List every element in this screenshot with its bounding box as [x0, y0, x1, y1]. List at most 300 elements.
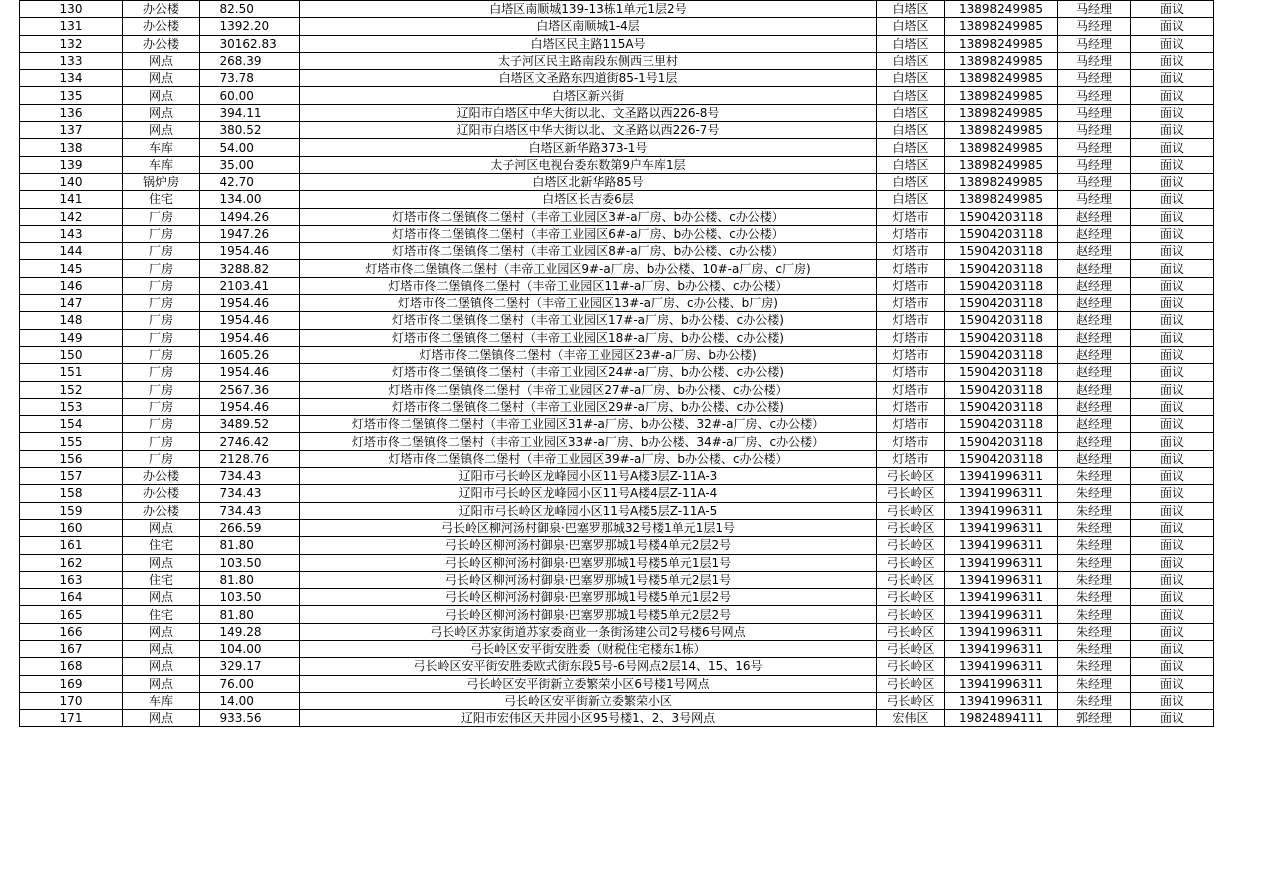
cell-no[interactable]: 165	[20, 606, 123, 623]
cell-address[interactable]: 弓长岭区安平街新立委繁荣小区	[300, 692, 877, 709]
cell-area[interactable]	[200, 346, 300, 363]
cell-address[interactable]: 辽阳市弓长岭区龙峰园小区11号A楼5层Z-11A-5	[300, 502, 877, 519]
cell-contact[interactable]: 朱经理	[1058, 502, 1131, 519]
cell-area[interactable]	[200, 623, 300, 640]
cell-address[interactable]: 弓长岭区苏家街道苏家委商业一条街汤建公司2号楼6号网点	[300, 623, 877, 640]
cell-address[interactable]: 白塔区民主路115A号	[300, 35, 877, 52]
cell-contact[interactable]: 马经理	[1058, 173, 1131, 190]
cell-phone[interactable]: 15904203118	[945, 329, 1058, 346]
cell-address[interactable]: 灯塔市佟二堡镇佟二堡村（丰帝工业园区24#-a厂房、b办公楼、c办公楼)	[300, 364, 877, 381]
cell-phone[interactable]: 13898249985	[945, 18, 1058, 35]
cell-area[interactable]	[200, 208, 300, 225]
cell-phone[interactable]: 15904203118	[945, 364, 1058, 381]
cell-no[interactable]: 135	[20, 87, 123, 104]
cell-area[interactable]	[200, 87, 300, 104]
cell-no[interactable]: 145	[20, 260, 123, 277]
cell-area[interactable]	[200, 640, 300, 657]
cell-phone[interactable]: 13941996311	[945, 658, 1058, 675]
cell-district[interactable]: 白塔区	[877, 70, 945, 87]
cell-type[interactable]: 车库	[123, 139, 200, 156]
cell-address[interactable]: 灯塔市佟二堡镇佟二堡村（丰帝工业园区33#-a厂房、b办公楼、34#-a厂房、c办公楼）	[300, 433, 877, 450]
cell-area[interactable]	[200, 52, 300, 69]
cell-area[interactable]	[200, 606, 300, 623]
cell-price[interactable]: 面议	[1131, 381, 1214, 398]
cell-type[interactable]: 网点	[123, 589, 200, 606]
cell-phone[interactable]: 15904203118	[945, 208, 1058, 225]
cell-district[interactable]: 宏伟区	[877, 710, 945, 727]
cell-phone[interactable]: 15904203118	[945, 277, 1058, 294]
cell-area[interactable]	[200, 416, 300, 433]
cell-area[interactable]	[200, 519, 300, 536]
cell-area[interactable]	[200, 329, 300, 346]
cell-type[interactable]: 厂房	[123, 208, 200, 225]
cell-price[interactable]: 面议	[1131, 364, 1214, 381]
cell-contact[interactable]: 朱经理	[1058, 623, 1131, 640]
cell-address[interactable]: 灯塔市佟二堡镇佟二堡村（丰帝工业园区18#-a厂房、b办公楼、c办公楼)	[300, 329, 877, 346]
cell-district[interactable]: 灯塔市	[877, 312, 945, 329]
cell-type[interactable]: 厂房	[123, 450, 200, 467]
cell-price[interactable]: 面议	[1131, 433, 1214, 450]
cell-contact[interactable]: 赵经理	[1058, 243, 1131, 260]
cell-price[interactable]: 面议	[1131, 312, 1214, 329]
cell-district[interactable]: 灯塔市	[877, 364, 945, 381]
cell-price[interactable]: 面议	[1131, 519, 1214, 536]
cell-price[interactable]: 面议	[1131, 87, 1214, 104]
cell-phone[interactable]: 13898249985	[945, 52, 1058, 69]
cell-district[interactable]: 白塔区	[877, 52, 945, 69]
cell-contact[interactable]: 马经理	[1058, 191, 1131, 208]
cell-area[interactable]	[200, 295, 300, 312]
cell-type[interactable]: 厂房	[123, 225, 200, 242]
cell-district[interactable]: 弓长岭区	[877, 658, 945, 675]
cell-no[interactable]: 154	[20, 416, 123, 433]
cell-district[interactable]: 白塔区	[877, 87, 945, 104]
cell-district[interactable]: 灯塔市	[877, 208, 945, 225]
cell-phone[interactable]: 13941996311	[945, 519, 1058, 536]
cell-district[interactable]: 白塔区	[877, 122, 945, 139]
cell-phone[interactable]: 13941996311	[945, 675, 1058, 692]
cell-contact[interactable]: 赵经理	[1058, 208, 1131, 225]
cell-type[interactable]: 网点	[123, 554, 200, 571]
cell-address[interactable]: 灯塔市佟二堡镇佟二堡村（丰帝工业园区27#-a厂房、b办公楼、c办公楼）	[300, 381, 877, 398]
cell-no[interactable]: 158	[20, 485, 123, 502]
cell-phone[interactable]: 13941996311	[945, 537, 1058, 554]
cell-area[interactable]	[200, 225, 300, 242]
cell-address[interactable]: 灯塔市佟二堡镇佟二堡村（丰帝工业园区8#-a厂房、b办公楼、c办公楼）	[300, 243, 877, 260]
cell-area[interactable]	[200, 675, 300, 692]
cell-district[interactable]: 灯塔市	[877, 260, 945, 277]
cell-price[interactable]: 面议	[1131, 156, 1214, 173]
cell-area[interactable]	[200, 243, 300, 260]
cell-price[interactable]: 面议	[1131, 52, 1214, 69]
cell-type[interactable]: 住宅	[123, 571, 200, 588]
cell-no[interactable]: 143	[20, 225, 123, 242]
cell-no[interactable]: 130	[20, 1, 123, 18]
cell-price[interactable]: 面议	[1131, 35, 1214, 52]
cell-area[interactable]	[200, 1, 300, 18]
cell-contact[interactable]: 赵经理	[1058, 295, 1131, 312]
cell-price[interactable]: 面议	[1131, 658, 1214, 675]
cell-address[interactable]: 白塔区南顺城139-13栋1单元1层2号	[300, 1, 877, 18]
cell-phone[interactable]: 13941996311	[945, 571, 1058, 588]
cell-area[interactable]	[200, 104, 300, 121]
cell-phone[interactable]: 15904203118	[945, 312, 1058, 329]
cell-area[interactable]	[200, 18, 300, 35]
cell-address[interactable]: 白塔区文圣路东四道街85-1号1层	[300, 70, 877, 87]
cell-phone[interactable]: 15904203118	[945, 398, 1058, 415]
cell-price[interactable]: 面议	[1131, 675, 1214, 692]
cell-no[interactable]: 153	[20, 398, 123, 415]
cell-type[interactable]: 办公楼	[123, 18, 200, 35]
cell-address[interactable]: 弓长岭区柳河汤村御泉·巴塞罗那城1号楼5单元1层2号	[300, 589, 877, 606]
cell-price[interactable]: 面议	[1131, 571, 1214, 588]
cell-district[interactable]: 灯塔市	[877, 381, 945, 398]
cell-type[interactable]: 网点	[123, 710, 200, 727]
cell-contact[interactable]: 赵经理	[1058, 260, 1131, 277]
cell-address[interactable]: 白塔区长吉委6层	[300, 191, 877, 208]
cell-type[interactable]: 厂房	[123, 364, 200, 381]
cell-district[interactable]: 弓长岭区	[877, 554, 945, 571]
cell-contact[interactable]: 马经理	[1058, 70, 1131, 87]
cell-price[interactable]: 面议	[1131, 468, 1214, 485]
cell-no[interactable]: 149	[20, 329, 123, 346]
cell-area[interactable]	[200, 589, 300, 606]
cell-type[interactable]: 网点	[123, 52, 200, 69]
cell-phone[interactable]: 15904203118	[945, 381, 1058, 398]
cell-address[interactable]: 白塔区南顺城1-4层	[300, 18, 877, 35]
cell-area[interactable]	[200, 139, 300, 156]
cell-phone[interactable]: 15904203118	[945, 433, 1058, 450]
cell-area[interactable]	[200, 692, 300, 709]
cell-phone[interactable]: 13898249985	[945, 104, 1058, 121]
cell-contact[interactable]: 赵经理	[1058, 346, 1131, 363]
cell-district[interactable]: 灯塔市	[877, 277, 945, 294]
cell-no[interactable]: 144	[20, 243, 123, 260]
cell-address[interactable]: 灯塔市佟二堡镇佟二堡村（丰帝工业园区6#-a厂房、b办公楼、c办公楼）	[300, 225, 877, 242]
cell-phone[interactable]: 15904203118	[945, 260, 1058, 277]
cell-area[interactable]	[200, 35, 300, 52]
cell-price[interactable]: 面议	[1131, 104, 1214, 121]
cell-address[interactable]: 灯塔市佟二堡镇佟二堡村（丰帝工业园区11#-a厂房、b办公楼、c办公楼）	[300, 277, 877, 294]
cell-type[interactable]: 厂房	[123, 243, 200, 260]
cell-district[interactable]: 弓长岭区	[877, 623, 945, 640]
cell-price[interactable]: 面议	[1131, 485, 1214, 502]
cell-area[interactable]	[200, 364, 300, 381]
cell-area[interactable]	[200, 450, 300, 467]
cell-type[interactable]: 厂房	[123, 277, 200, 294]
cell-contact[interactable]: 朱经理	[1058, 554, 1131, 571]
cell-price[interactable]: 面议	[1131, 606, 1214, 623]
cell-area[interactable]	[200, 173, 300, 190]
cell-contact[interactable]: 赵经理	[1058, 433, 1131, 450]
cell-phone[interactable]: 13898249985	[945, 156, 1058, 173]
cell-no[interactable]: 148	[20, 312, 123, 329]
cell-phone[interactable]: 13941996311	[945, 554, 1058, 571]
cell-price[interactable]: 面议	[1131, 589, 1214, 606]
cell-price[interactable]: 面议	[1131, 640, 1214, 657]
cell-area[interactable]	[200, 312, 300, 329]
cell-price[interactable]: 面议	[1131, 225, 1214, 242]
cell-price[interactable]: 面议	[1131, 191, 1214, 208]
cell-address[interactable]: 辽阳市弓长岭区龙峰园小区11号A楼4层Z-11A-4	[300, 485, 877, 502]
cell-phone[interactable]: 13898249985	[945, 191, 1058, 208]
cell-price[interactable]: 面议	[1131, 70, 1214, 87]
cell-contact[interactable]: 朱经理	[1058, 658, 1131, 675]
cell-type[interactable]: 厂房	[123, 416, 200, 433]
cell-no[interactable]: 137	[20, 122, 123, 139]
cell-area[interactable]	[200, 537, 300, 554]
cell-district[interactable]: 灯塔市	[877, 416, 945, 433]
cell-district[interactable]: 灯塔市	[877, 329, 945, 346]
cell-district[interactable]: 弓长岭区	[877, 606, 945, 623]
cell-no[interactable]: 150	[20, 346, 123, 363]
cell-type[interactable]: 网点	[123, 658, 200, 675]
cell-no[interactable]: 142	[20, 208, 123, 225]
cell-area[interactable]	[200, 260, 300, 277]
cell-no[interactable]: 136	[20, 104, 123, 121]
cell-no[interactable]: 152	[20, 381, 123, 398]
cell-price[interactable]: 面议	[1131, 208, 1214, 225]
cell-district[interactable]: 白塔区	[877, 104, 945, 121]
cell-type[interactable]: 网点	[123, 87, 200, 104]
cell-contact[interactable]: 马经理	[1058, 52, 1131, 69]
cell-address[interactable]: 白塔区新兴街	[300, 87, 877, 104]
cell-no[interactable]: 163	[20, 571, 123, 588]
cell-address[interactable]: 白塔区北新华路85号	[300, 173, 877, 190]
cell-contact[interactable]: 朱经理	[1058, 606, 1131, 623]
cell-area[interactable]	[200, 433, 300, 450]
cell-type[interactable]: 办公楼	[123, 35, 200, 52]
cell-type[interactable]: 办公楼	[123, 468, 200, 485]
cell-price[interactable]: 面议	[1131, 537, 1214, 554]
cell-no[interactable]: 147	[20, 295, 123, 312]
cell-type[interactable]: 厂房	[123, 398, 200, 415]
cell-phone[interactable]: 13898249985	[945, 35, 1058, 52]
cell-address[interactable]: 灯塔市佟二堡镇佟二堡村（丰帝工业园区13#-a厂房、c办公楼、b厂房)	[300, 295, 877, 312]
cell-phone[interactable]: 15904203118	[945, 346, 1058, 363]
cell-contact[interactable]: 马经理	[1058, 35, 1131, 52]
cell-no[interactable]: 155	[20, 433, 123, 450]
cell-address[interactable]: 太子河区民主路南段东侧西三里村	[300, 52, 877, 69]
cell-phone[interactable]: 13941996311	[945, 640, 1058, 657]
cell-no[interactable]: 132	[20, 35, 123, 52]
cell-district[interactable]: 灯塔市	[877, 433, 945, 450]
cell-type[interactable]: 住宅	[123, 191, 200, 208]
cell-contact[interactable]: 朱经理	[1058, 537, 1131, 554]
cell-price[interactable]: 面议	[1131, 139, 1214, 156]
cell-address[interactable]: 弓长岭区柳河汤村御泉·巴塞罗那城1号楼5单元1层1号	[300, 554, 877, 571]
cell-area[interactable]	[200, 468, 300, 485]
cell-area[interactable]	[200, 658, 300, 675]
cell-contact[interactable]: 马经理	[1058, 18, 1131, 35]
cell-type[interactable]: 厂房	[123, 295, 200, 312]
cell-phone[interactable]: 13898249985	[945, 70, 1058, 87]
cell-address[interactable]: 灯塔市佟二堡镇佟二堡村（丰帝工业园区3#-a厂房、b办公楼、c办公楼）	[300, 208, 877, 225]
cell-address[interactable]: 灯塔市佟二堡镇佟二堡村（丰帝工业园区31#-a厂房、b办公楼、32#-a厂房、c办公楼）	[300, 416, 877, 433]
cell-price[interactable]: 面议	[1131, 416, 1214, 433]
cell-area[interactable]	[200, 70, 300, 87]
cell-no[interactable]: 159	[20, 502, 123, 519]
cell-phone[interactable]: 13941996311	[945, 692, 1058, 709]
cell-type[interactable]: 厂房	[123, 312, 200, 329]
cell-price[interactable]: 面议	[1131, 502, 1214, 519]
cell-contact[interactable]: 赵经理	[1058, 312, 1131, 329]
cell-contact[interactable]: 赵经理	[1058, 450, 1131, 467]
cell-address[interactable]: 辽阳市白塔区中华大街以北、文圣路以西226-8号	[300, 104, 877, 121]
cell-no[interactable]: 134	[20, 70, 123, 87]
cell-area[interactable]	[200, 485, 300, 502]
cell-price[interactable]: 面议	[1131, 692, 1214, 709]
cell-contact[interactable]: 朱经理	[1058, 640, 1131, 657]
cell-no[interactable]: 131	[20, 18, 123, 35]
cell-district[interactable]: 弓长岭区	[877, 675, 945, 692]
cell-type[interactable]: 网点	[123, 70, 200, 87]
cell-price[interactable]: 面议	[1131, 243, 1214, 260]
cell-contact[interactable]: 朱经理	[1058, 571, 1131, 588]
cell-no[interactable]: 166	[20, 623, 123, 640]
cell-contact[interactable]: 赵经理	[1058, 381, 1131, 398]
cell-price[interactable]: 面议	[1131, 329, 1214, 346]
cell-address[interactable]: 灯塔市佟二堡镇佟二堡村（丰帝工业园区17#-a厂房、b办公楼、c办公楼)	[300, 312, 877, 329]
cell-phone[interactable]: 13941996311	[945, 485, 1058, 502]
cell-no[interactable]: 157	[20, 468, 123, 485]
cell-type[interactable]: 厂房	[123, 381, 200, 398]
cell-no[interactable]: 162	[20, 554, 123, 571]
cell-no[interactable]: 164	[20, 589, 123, 606]
cell-phone[interactable]: 13941996311	[945, 589, 1058, 606]
cell-address[interactable]: 辽阳市宏伟区天井园小区95号楼1、2、3号网点	[300, 710, 877, 727]
cell-district[interactable]: 白塔区	[877, 139, 945, 156]
cell-type[interactable]: 厂房	[123, 433, 200, 450]
cell-contact[interactable]: 赵经理	[1058, 416, 1131, 433]
cell-area[interactable]	[200, 122, 300, 139]
cell-phone[interactable]: 13898249985	[945, 1, 1058, 18]
cell-district[interactable]: 白塔区	[877, 156, 945, 173]
cell-district[interactable]: 灯塔市	[877, 295, 945, 312]
cell-phone[interactable]: 13898249985	[945, 122, 1058, 139]
cell-phone[interactable]: 15904203118	[945, 225, 1058, 242]
cell-contact[interactable]: 朱经理	[1058, 485, 1131, 502]
cell-address[interactable]: 辽阳市弓长岭区龙峰园小区11号A楼3层Z-11A-3	[300, 468, 877, 485]
cell-phone[interactable]: 15904203118	[945, 243, 1058, 260]
cell-address[interactable]: 灯塔市佟二堡镇佟二堡村（丰帝工业园区23#-a厂房、b办公楼)	[300, 346, 877, 363]
cell-type[interactable]: 网点	[123, 675, 200, 692]
cell-no[interactable]: 168	[20, 658, 123, 675]
cell-area[interactable]	[200, 156, 300, 173]
cell-no[interactable]: 167	[20, 640, 123, 657]
cell-price[interactable]: 面议	[1131, 122, 1214, 139]
cell-type[interactable]: 厂房	[123, 346, 200, 363]
cell-type[interactable]: 车库	[123, 156, 200, 173]
cell-district[interactable]: 灯塔市	[877, 450, 945, 467]
cell-phone[interactable]: 15904203118	[945, 295, 1058, 312]
cell-area[interactable]	[200, 191, 300, 208]
cell-address[interactable]: 弓长岭区安平街安胜委（财税住宅楼东1栋）	[300, 640, 877, 657]
cell-phone[interactable]: 13941996311	[945, 606, 1058, 623]
cell-contact[interactable]: 马经理	[1058, 156, 1131, 173]
cell-area[interactable]	[200, 502, 300, 519]
cell-price[interactable]: 面议	[1131, 173, 1214, 190]
cell-no[interactable]: 151	[20, 364, 123, 381]
cell-type[interactable]: 网点	[123, 104, 200, 121]
cell-no[interactable]: 161	[20, 537, 123, 554]
cell-price[interactable]: 面议	[1131, 295, 1214, 312]
cell-district[interactable]: 白塔区	[877, 18, 945, 35]
cell-type[interactable]: 办公楼	[123, 485, 200, 502]
cell-price[interactable]: 面议	[1131, 277, 1214, 294]
cell-district[interactable]: 弓长岭区	[877, 537, 945, 554]
cell-district[interactable]: 白塔区	[877, 191, 945, 208]
cell-phone[interactable]: 13898249985	[945, 87, 1058, 104]
cell-area[interactable]	[200, 571, 300, 588]
cell-area[interactable]	[200, 381, 300, 398]
cell-no[interactable]: 170	[20, 692, 123, 709]
cell-contact[interactable]: 马经理	[1058, 122, 1131, 139]
cell-price[interactable]: 面议	[1131, 1, 1214, 18]
cell-type[interactable]: 厂房	[123, 329, 200, 346]
cell-no[interactable]: 171	[20, 710, 123, 727]
cell-phone[interactable]: 15904203118	[945, 450, 1058, 467]
cell-phone[interactable]: 13941996311	[945, 623, 1058, 640]
cell-no[interactable]: 160	[20, 519, 123, 536]
cell-district[interactable]: 白塔区	[877, 35, 945, 52]
cell-contact[interactable]: 马经理	[1058, 1, 1131, 18]
cell-phone[interactable]: 19824894111	[945, 710, 1058, 727]
cell-price[interactable]: 面议	[1131, 18, 1214, 35]
cell-no[interactable]: 138	[20, 139, 123, 156]
cell-address[interactable]: 灯塔市佟二堡镇佟二堡村（丰帝工业园区9#-a厂房、b办公楼、10#-a厂房、c厂房)	[300, 260, 877, 277]
cell-contact[interactable]: 赵经理	[1058, 364, 1131, 381]
cell-no[interactable]: 139	[20, 156, 123, 173]
cell-area[interactable]	[200, 277, 300, 294]
cell-district[interactable]: 弓长岭区	[877, 640, 945, 657]
cell-area[interactable]	[200, 554, 300, 571]
cell-district[interactable]: 灯塔市	[877, 398, 945, 415]
cell-type[interactable]: 住宅	[123, 606, 200, 623]
cell-type[interactable]: 网点	[123, 519, 200, 536]
cell-district[interactable]: 灯塔市	[877, 346, 945, 363]
cell-contact[interactable]: 赵经理	[1058, 277, 1131, 294]
cell-no[interactable]: 141	[20, 191, 123, 208]
cell-type[interactable]: 办公楼	[123, 502, 200, 519]
cell-contact[interactable]: 朱经理	[1058, 675, 1131, 692]
cell-address[interactable]: 弓长岭区柳河汤村御泉·巴塞罗那城1号楼5单元2层1号	[300, 571, 877, 588]
cell-contact[interactable]: 赵经理	[1058, 398, 1131, 415]
cell-address[interactable]: 弓长岭区柳河汤村御泉·巴塞罗那城1号楼4单元2层2号	[300, 537, 877, 554]
cell-price[interactable]: 面议	[1131, 346, 1214, 363]
cell-no[interactable]: 133	[20, 52, 123, 69]
cell-no[interactable]: 169	[20, 675, 123, 692]
cell-no[interactable]: 146	[20, 277, 123, 294]
cell-no[interactable]: 140	[20, 173, 123, 190]
cell-district[interactable]: 弓长岭区	[877, 571, 945, 588]
cell-district[interactable]: 弓长岭区	[877, 485, 945, 502]
cell-contact[interactable]: 朱经理	[1058, 468, 1131, 485]
cell-address[interactable]: 弓长岭区安平街安胜委欧式街东段5号-6号网点2层14、15、16号	[300, 658, 877, 675]
cell-district[interactable]: 弓长岭区	[877, 589, 945, 606]
cell-address[interactable]: 辽阳市白塔区中华大街以北、文圣路以西226-7号	[300, 122, 877, 139]
cell-contact[interactable]: 赵经理	[1058, 225, 1131, 242]
cell-contact[interactable]: 朱经理	[1058, 692, 1131, 709]
cell-contact[interactable]: 赵经理	[1058, 329, 1131, 346]
cell-address[interactable]: 弓长岭区柳河汤村御泉·巴塞罗那城1号楼5单元2层2号	[300, 606, 877, 623]
cell-district[interactable]: 白塔区	[877, 1, 945, 18]
cell-type[interactable]: 厂房	[123, 260, 200, 277]
cell-phone[interactable]: 13898249985	[945, 173, 1058, 190]
cell-district[interactable]: 弓长岭区	[877, 468, 945, 485]
cell-area[interactable]	[200, 398, 300, 415]
cell-contact[interactable]: 马经理	[1058, 104, 1131, 121]
